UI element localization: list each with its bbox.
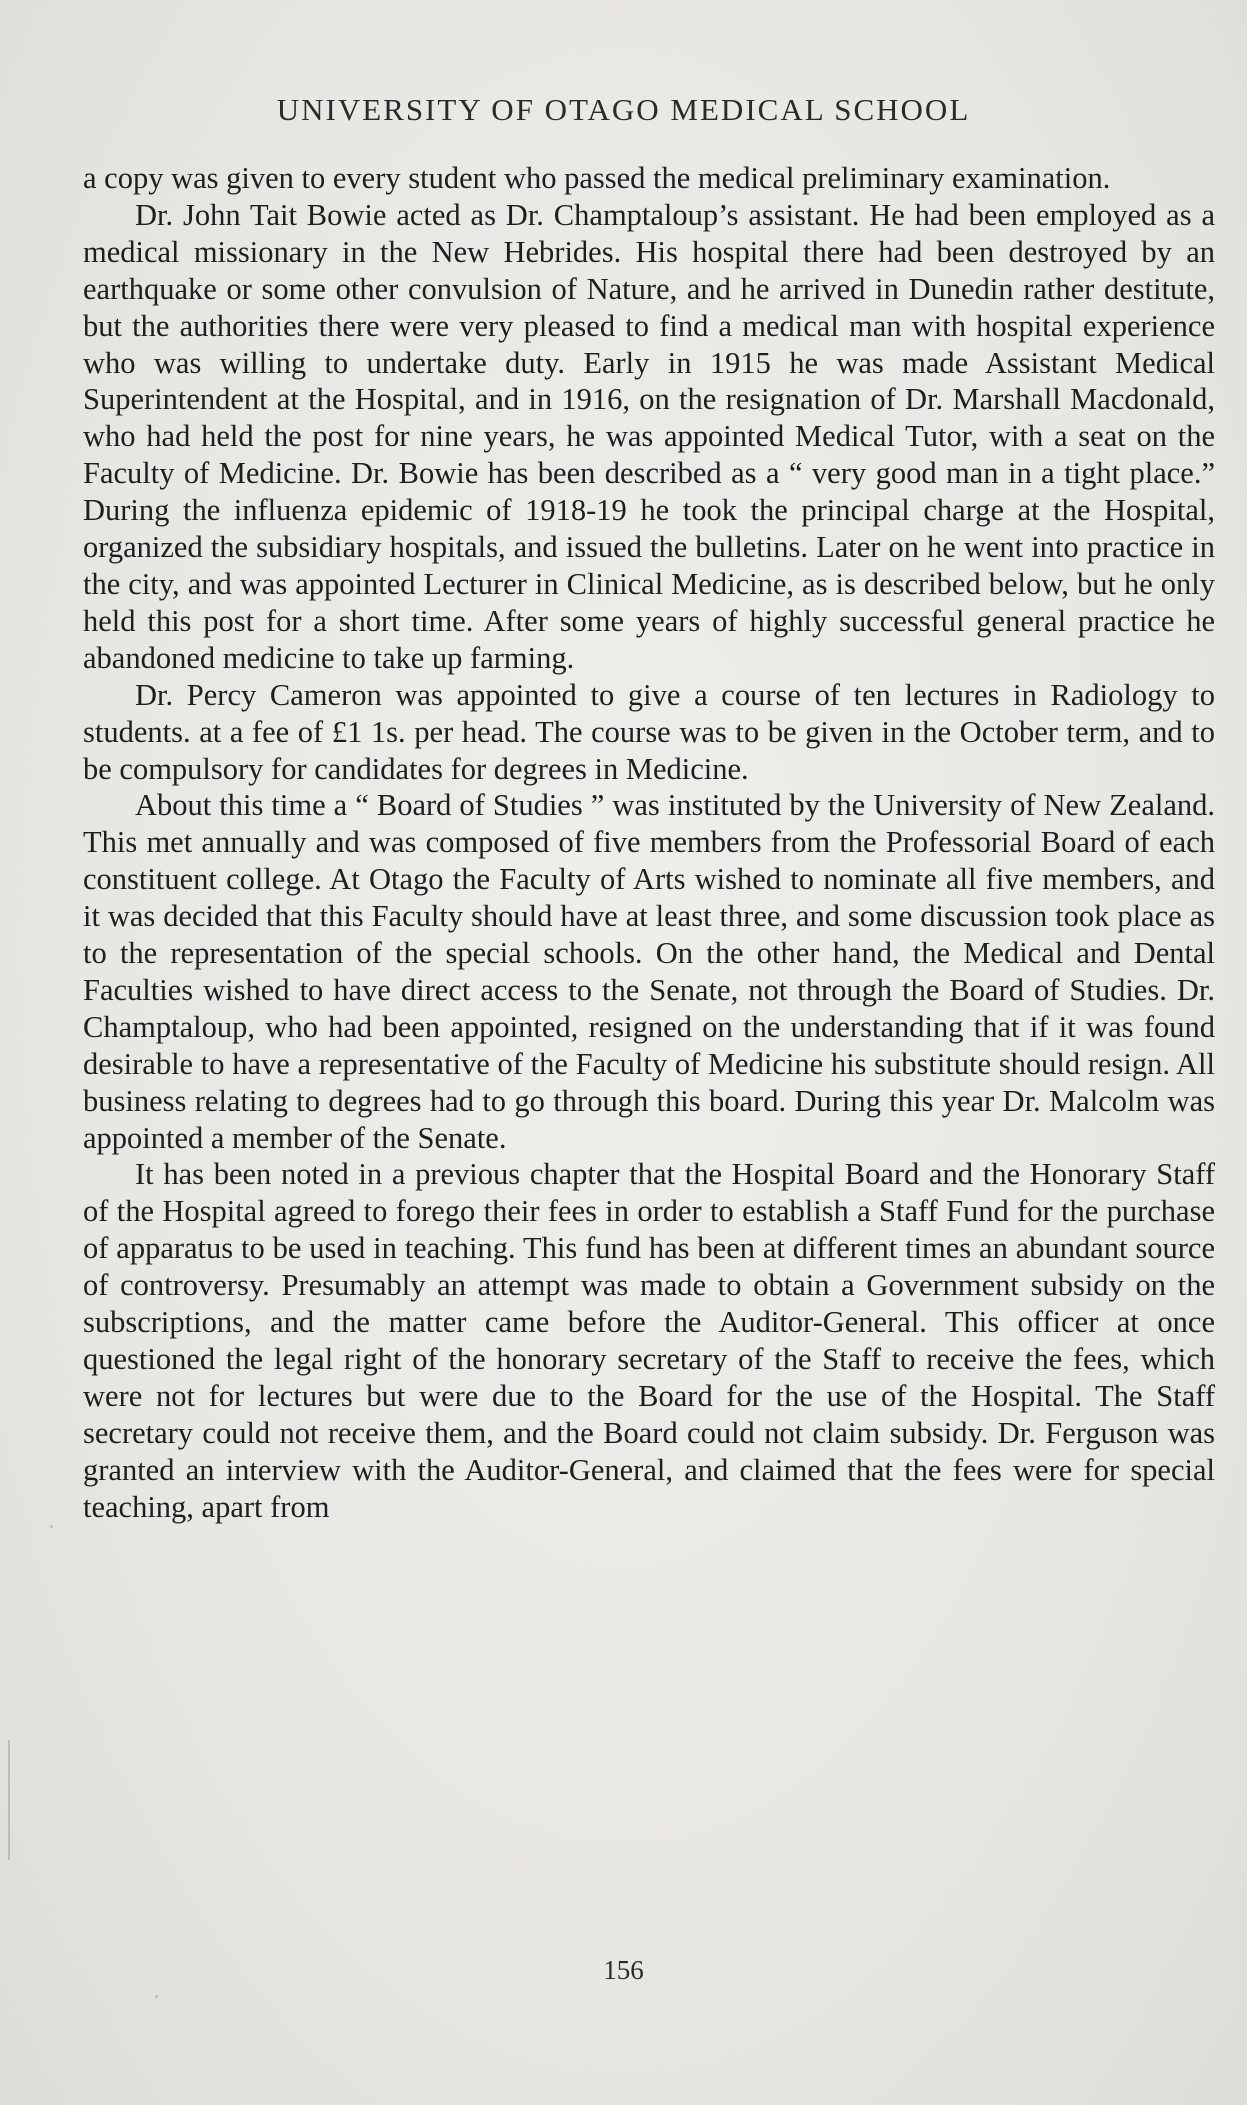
paragraph-continuation: a copy was given to every student who passed the medical preliminary examination. [83,161,1111,195]
paper-speck [155,1995,158,1998]
paper-speck [50,1525,53,1528]
running-header: UNIVERSITY OF OTAGO MEDICAL SCHOOL [276,92,971,127]
paragraph-staff-fund: It has been noted in a previous chapter that the Hospital Board and the Honorary Staff of the Hospital agreed to forego their fees in order to establish a Staff Fund for the purchase of apparatus to be used in teaching. This fund has been at different times an abundant source of controversy. Presumably an attempt was made to obtain a Government subsidy on the subscriptions, and the matter came before the Auditor-General. This officer at once questioned the legal right of the honorary secretary of the Staff to receive the fees, which were not for lectures but were due to the Board for the use of the Hospital. The Staff secretary could not receive them, and the Board could not claim subsidy. Dr. Ferguson was granted an interview with the Auditor-General, and claimed that the fees were for special teaching, apart from [83,1157,1215,1524]
paragraph-cameron: Dr. Percy Cameron was appointed to give a course of ten lectures in Radiology to students. at a fee of £1 1s. per head. The course was to be given in the October term, and to be compulsory for candidates for degrees in Medicine. [83,677,1215,786]
page-number: 156 [603,1955,644,1985]
body-text [83,160,1215,1526]
paper-crease-mark [8,1740,10,1860]
paragraph-bowie: Dr. John Tait Bowie acted as Dr. Champtaloup’s assistant. He had been employed as a medical missionary in the New Hebrides. His hospital there had been destroyed by an earthquake or some other convulsion of Nature, and he arrived in Dunedin rather destitute, but the authorities there were very pleased to find a medical man with hospital experience who was willing to undertake duty. Early in 1915 he was made Assistant Medical Superintendent at the Hospital, and in 1916, on the resignation of Dr. Marshall Macdonald, who had held the post for nine years, he was appointed Medical Tutor, with a seat on the Faculty of Medicine. Dr. Bowie has been described as a “ very good man in a tight place.” During the influenza epidemic of 1918-19 he took the principal charge at the Hospital, organized the subsidiary hospitals, and issued the bulletins. Later on he went into practice in the city, and was appointed Lecturer in Clinical Medicine, as is described below, but he only held this post for a short time. After some years of highly successful general practice he abandoned medicine to take up farming. [83,197,1215,675]
paragraph-board-of-studies: About this time a “ Board of Studies ” was instituted by the University of New Zealand. This met annually and was composed of five members from the Professorial Board of each constituent college. At Otago the Faculty of Arts wished to nominate all five members, and it was decided that this Faculty should have at least three, and some discussion took place as to the representation of the special schools. On the other hand, the Medical and Dental Faculties wished to have direct access to the Senate, not through the Board of Studies. Dr. Champtaloup, who had been appointed, resigned on the understanding that if it was found desirable to have a representative of the Faculty of Medicine his substitute should resign. All business relating to degrees had to go through this board. During this year Dr. Malcolm was appointed a member of the Senate. [83,788,1215,1155]
